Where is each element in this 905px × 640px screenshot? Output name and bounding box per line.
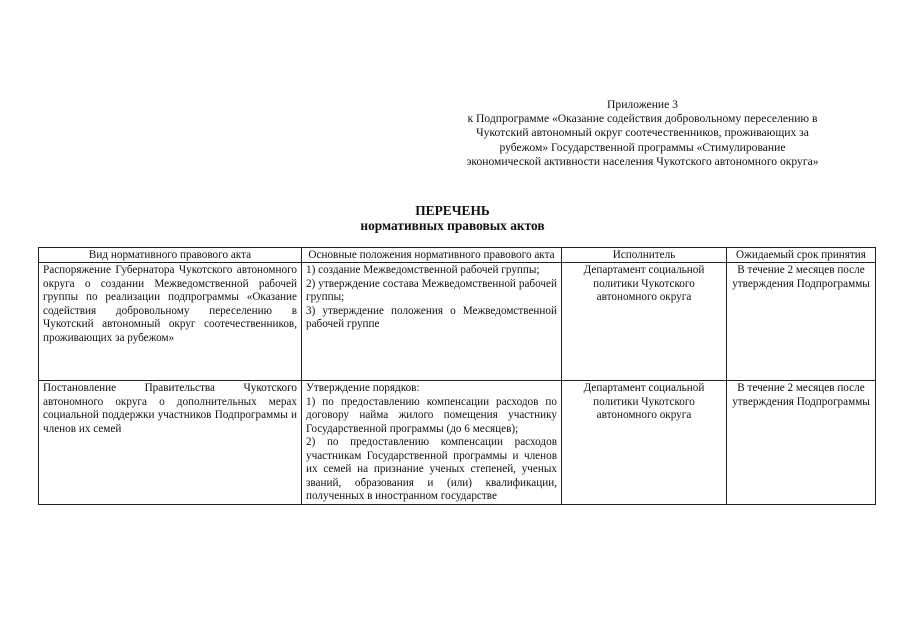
acts-table [38,247,876,505]
provisions-cell [302,263,562,381]
executor-cell: Департамент социальной политики Чукотского автономного округа [562,381,727,504]
appendix-line: к Подпрограмме «Оказание содействия добровольному переселению в [467,112,818,126]
provision-item: 2) утверждение состава Межведомственной рабочей группы; [306,277,557,304]
table-row [39,263,876,381]
header-executor: Исполнитель [562,248,727,263]
provision-item: 1) создание Межведомственной рабочей группы; [306,264,540,277]
appendix-line: экономической активности населения Чукотского автономного округа» [466,154,819,168]
title-main: ПЕРЕЧЕНЬ [415,203,490,218]
provision-item: 3) утверждение положения о Межведомственной рабочей группе [306,304,557,331]
header-act-type: Вид нормативного правового акта [39,248,302,263]
appendix-line: Приложение 3 [607,98,678,111]
executor-cell: Департамент социальной политики Чукотского автономного округа [562,263,727,381]
header-provisions: Основные положения нормативного правового акта [302,248,562,263]
appendix-note [430,98,855,169]
document-title [0,203,905,233]
provision-item: 2) по предоставлению компенсации расходов участникам Государственной программы и членов их семей на признание ученых степеней, ученых званий, образования и (или) квалификации, полученных в иностранном государстве [306,436,557,503]
title-sub: нормативных правовых актов [360,218,545,233]
deadline-cell: В течение 2 месяцев после утверждения Подпрограммы [727,381,876,504]
act-cell: Распоряжение Губернатора Чукотского автономного округа о создании Межведомственной рабочей группы по реализации подпрограммы «Оказание содействия добровольному переселению в Чукотский автономный округ соотечественников, проживающих за рубежом» [39,263,302,381]
header-deadline: Ожидаемый срок принятия [727,248,876,263]
appendix-line: рубежом» Государственной программы «Стимулирование [499,140,786,154]
provisions-cell [302,381,562,504]
table-header-row [39,248,876,263]
table-row [39,381,876,504]
provision-item: Утверждение порядков: [306,382,420,395]
act-cell: Постановление Правительства Чукотского автономного округа о дополнительных мерах социальной поддержки участников Подпрограммы и членов их семей [39,381,302,504]
appendix-line: Чукотский автономный округ соотечественников, проживающих за [476,126,809,140]
provision-item: 1) по предоставлению компенсации расходов по договору найма жилого помещения участнику Государственной программы (до 6 месяцев); [306,395,557,435]
deadline-cell: В течение 2 месяцев после утверждения Подпрограммы [727,263,876,381]
